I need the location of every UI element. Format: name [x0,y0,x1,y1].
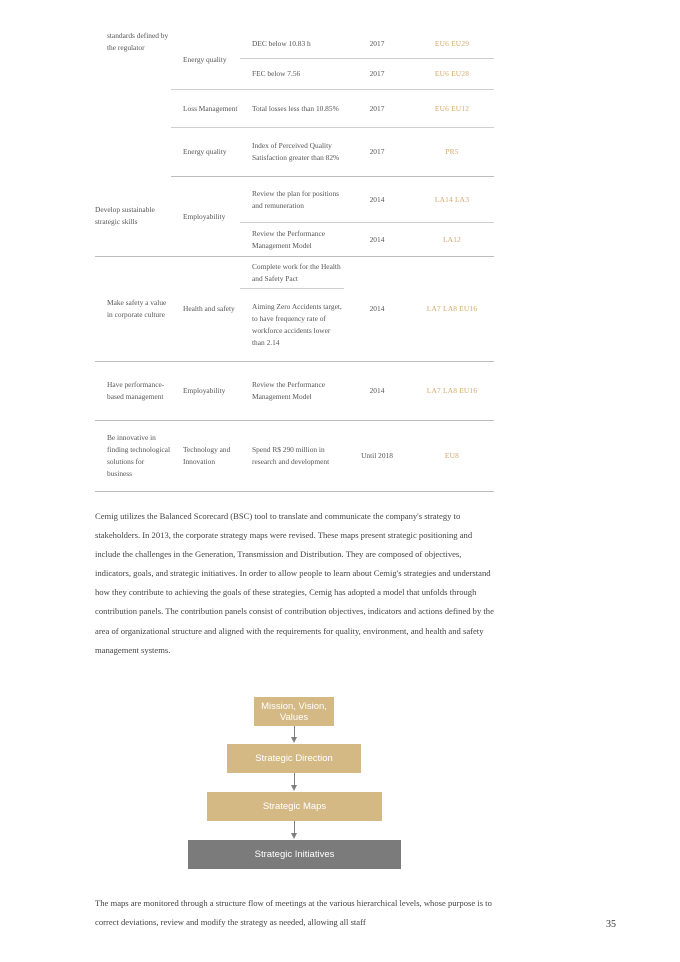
gri-cell: LA7 LA8 EU16 [410,362,494,421]
gri-cell: LA14 LA3 [410,177,494,223]
table-row [95,257,494,289]
year-cell: Until 2018 [344,421,410,492]
objective-cell: Make safety a value in corporate culture [95,257,171,362]
flow-arrow-1 [294,726,295,737]
flow-box-strategic-initiatives: Strategic Initiatives [188,840,401,869]
topic-cell: Employability [171,362,240,421]
objective-cell: Have performance-based management [95,362,171,421]
action-cell: Aiming Zero Accidents target, to have frequency rate of workforce accidents lower than 2.14 [240,289,344,362]
meetings-paragraph: The maps are monitored through a structure flow of meetings at the various hierarchical levels, whose purpose is to correct deviations, review and modify the strategy as needed, allowing all staff [95,898,492,928]
action-cell: Index of Perceived Quality Satisfaction greater than 82% [240,128,344,177]
action-cell: Review the Performance Management Model [240,223,344,257]
flow-box-strategic-maps: Strategic Maps [207,792,382,821]
action-cell: Spend R$ 290 million in research and development [240,421,344,492]
year-cell: 2017 [344,30,410,59]
action-cell: Total losses less than 10.85% [240,90,344,128]
gri-cell: EU6 EU28 [410,59,494,90]
flow-arrow-3 [294,821,295,833]
gri-cell: LA12 [410,223,494,257]
flow-box-strategic-direction: Strategic Direction [227,744,361,773]
gri-cell: EU6 EU12 [410,90,494,128]
objective-cell: Be innovative in finding technological solutions for business [95,421,171,492]
topic-cell: Energy quality [171,30,240,90]
gri-cell: EU8 [410,421,494,492]
year-cell: 2014 [344,177,410,223]
topic-cell: Loss Management [171,90,240,128]
action-cell: Review the Performance Management Model [240,362,344,421]
strategy-objectives-table [95,30,494,492]
table-row [95,177,494,223]
year-cell: 2014 [344,257,410,362]
topic-cell: Health and safety [171,257,240,362]
table-row [95,421,494,492]
bsc-paragraph: Cemig utilizes the Balanced Scorecard (BSC) tool to translate and communicate the company's strategy to stakeholders. In 2013, the corporate strategy maps were revised. These maps present strategic positioning and include the challenges in the Generation, Transmission and Distribution. They are composed of objectives, indicators, goals, and strategic initiatives. In order to allow people to learn about Cemig's strategies and understand how they contribute to achieving the goals of these strategies, Cemig has adopted a model that unfolds through contribution panels. The contribution panels consist of contribution objectives, indicators and actions defined by the area of organizational structure and aligned with the requirements for quality, environment, and health and safety management systems. [95,511,494,655]
year-cell: 2017 [344,128,410,177]
gri-cell: PR5 [410,128,494,177]
year-cell: 2017 [344,59,410,90]
gri-cell: EU6 EU29 [410,30,494,59]
year-cell: 2014 [344,362,410,421]
page-number: 35 [606,919,616,930]
action-cell: Complete work for the Health and Safety Pact [240,257,344,289]
gri-cell: LA7 LA8 EU16 [410,257,494,362]
topic-cell: Technology and Innovation [171,421,240,492]
table-row [95,30,494,59]
flow-arrow-2 [294,773,295,785]
objective-cell: standards defined by the regulator [107,31,169,52]
flow-box-mission-vision-values: Mission, Vision, Values [254,697,334,726]
table-row [95,362,494,421]
action-cell: FEC below 7.56 [240,59,344,90]
year-cell: 2017 [344,90,410,128]
topic-cell: Energy quality [171,128,240,177]
objective-cell: Develop sustainable strategic skills [95,177,171,257]
year-cell: 2014 [344,223,410,257]
action-cell: DEC below 10.83 h [240,30,344,59]
topic-cell: Employability [171,177,240,257]
action-cell: Review the plan for positions and remuneration [240,177,344,223]
